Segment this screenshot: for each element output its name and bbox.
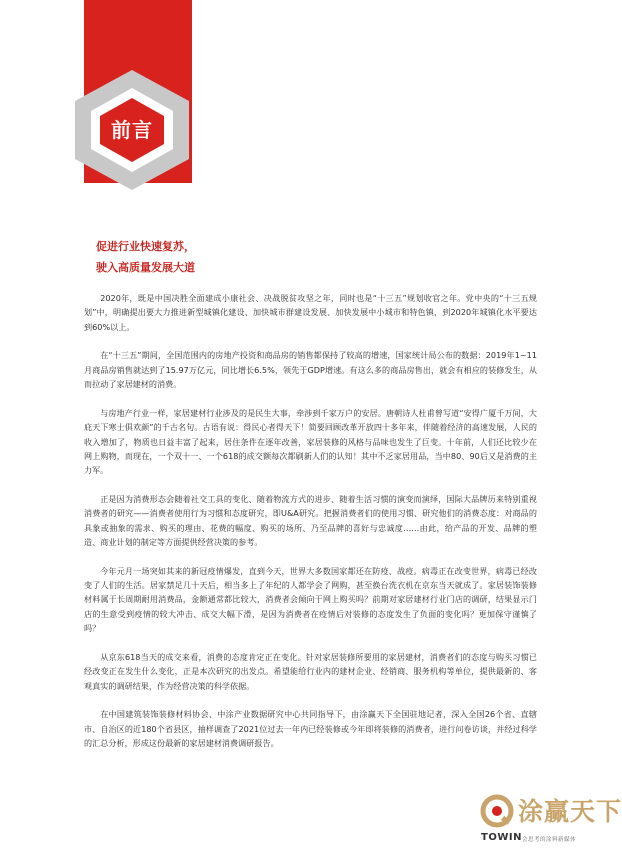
paragraph: 今年元月一场突如其来的新冠疫情爆发，直到今天，世界大多数国家都还在防疫、战疫。病毒正在改变世界，病毒已经改变了人们的生活。居家禁足几十天后，相当多上了年纪的人都学会了网购，甚至换台洗衣机在京东当天就成了。家居装饰装修材料属于长周期耐用消费品，金额通常都比较大，消费者会倾向于网上购买吗？前期对家居建材行业门店的调研，结果显示门店的生意受到疫情的较大冲击、成交大幅下滑，是因为消费者在疫情后对装修的态度发生了负面的变化吗？更加保守谨慎了吗？ bbox=[84, 565, 537, 634]
brand-name-cn: 涂赢天下 bbox=[518, 797, 622, 826]
paragraph: 在中国建筑装饰装修材料协会、中涂产业数据研究中心共同指导下，由涂赢天下全国驻地记者，深入全国26个省、直辖市、自治区的近180个省县区，抽样调查了2021位过去一年内已经装修或今年即将装修的消费者，进行问卷访谈，并经过科学的汇总分析，形成这份最新的家居建材消费调研报告。 bbox=[84, 709, 537, 748]
headline-line-2: 驶入高质量发展大道 bbox=[96, 261, 195, 274]
paragraph: 在“十三五”期间，全国范围内的房地产投资和商品房的销售都保持了较高的增速，国家统计局公布的数据：2019年1~11月商品房销售就达到了15.97万亿元，同比增长6.5%，领先于GDP增速。有这么多的商品房售出，就会有相应的装修发生，从而拉动了家居建材的消费。 bbox=[84, 350, 537, 390]
brand-name-en: TOWIN bbox=[481, 832, 522, 843]
paragraph: 与房地产行业一样，家居建材行业涉及的是民生大事，牵涉到千家万户的安居。唐朝诗人杜甫曾写道“安得广厦千万间，大庇天下寒士俱欢颜”的千古名句。古语有说：得民心者得天下！简要回顾改革开放四十多年来，伴随着经济的高速发展，人民的收入增加了，物质也日益丰富了起来，居住条件在逐年改善，家居装修的风格与品味也发生了巨变。十年前，人们还比较少在网上购物，而现在，一个双十一、一个618的成交额每次都刷新人们的认知！其中不乏家居用品，当中80、90后又是消费的主力军。 bbox=[84, 407, 537, 476]
brand-logo bbox=[478, 792, 622, 850]
brand-tagline: 会思考的涂料新媒体 bbox=[522, 837, 577, 843]
section-title: 前言 bbox=[111, 118, 153, 142]
brand-mark-icon bbox=[480, 794, 514, 828]
paragraph: 2020年，既是中国决胜全面建成小康社会、决战脱贫攻坚之年，同时也是“十三五”规划收官之年。党中央的“十三五规划”中，明确提出要大力推进新型城镇化建设、加快城市群建设发展、加快发展中小城市和特色镇，到2020年城镇化水平要达到60%以上。 bbox=[84, 293, 537, 332]
paragraph: 正是因为消费形态会随着社交工具的变化、随着物流方式的进步、随着生活习惯的演变而演绎，国际大品牌历来特别重视消费者的研究——消费者使用行为习惯和态度研究，即U&A研究。把握消费者们的使用习惯、研究他们的消费态度：对商品的具象或抽象的需求、购买的理由、花费的幅度、购买的场所、乃至品牌的喜好与忠诚度……由此，给产品的开发、品牌的塑造、商业计划的制定等方面提供经营决策的参考。 bbox=[84, 494, 537, 547]
headline bbox=[96, 236, 195, 278]
body-text bbox=[84, 291, 537, 765]
headline-line-1: 促进行业快速复苏， bbox=[96, 240, 195, 253]
paragraph: 从京东618当天的成交来看，消费的态度肯定正在变化。针对家居装修所要用的家居建材，消费者们的态度与购买习惯已经改变正在发生什么变化，正是本次研究的出发点。希望能给行业内的建材企业、经销商、服务机构等单位，提供最新的、客观真实的调研结果，作为经营决策的科学依据。 bbox=[84, 651, 537, 691]
